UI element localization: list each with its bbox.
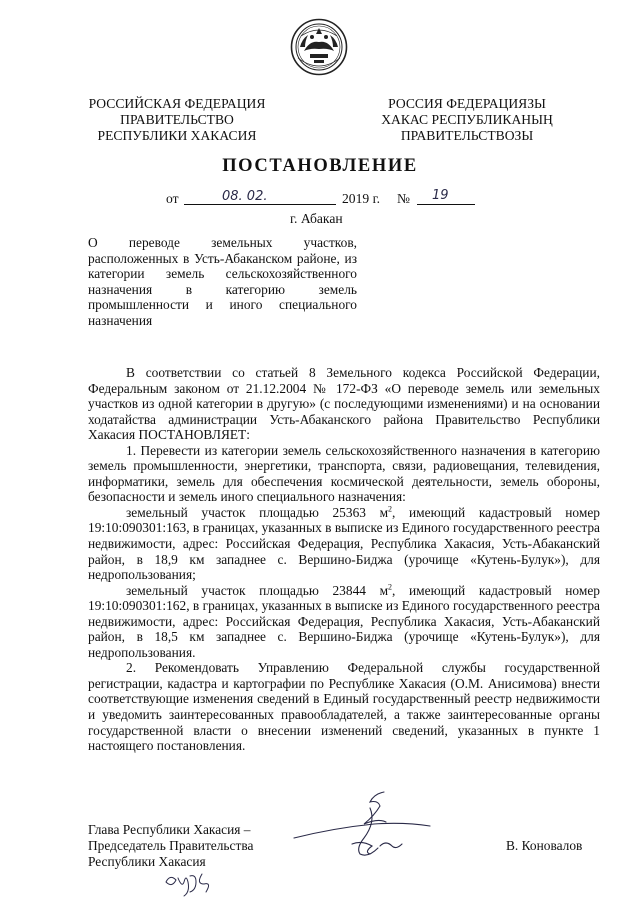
- header-right-line: РОССИЯ ФЕДЕРАЦИЯЗЫ: [388, 96, 546, 111]
- paragraph-plot-162: земельный участок площадью 23844 $м^2$, имеющий кадастровый номер 19:10:090301:162, в границах, указанных в выписке из Единого государственного реестра недвижимости, адрес: Российская Федерация, Республика Хакасия, Усть-Абаканский район, в 18,5 км западнее с. Вершино-Биджа (урочище «Кутень-Булук»), для недропользования.: [88, 582, 600, 660]
- date-line: [166, 188, 486, 211]
- header-left-line: ПРАВИТЕЛЬСТВО: [120, 112, 234, 127]
- date-prefix: от: [166, 191, 179, 206]
- handwritten-date: 08. 02.: [222, 189, 268, 204]
- number-underline: [417, 204, 475, 205]
- header-right: [357, 96, 577, 144]
- signatory-position-line: Глава Республики Хакасия –: [88, 822, 251, 837]
- paragraph-item-1: 1. Перевести из категории земель сельскохозяйственного назначения в категорию земель промышленности, энергетики, транспорта, связи, радиовещания, телевидения, информатики, земель для обеспечения космической деятельности, земель обороны, безопасности и земель иного специального назначения:: [88, 442, 600, 505]
- handwritten-mark: [160, 862, 220, 898]
- number-sign: №: [397, 191, 410, 206]
- paragraph-preamble: В соответствии со статьей 8 Земельного кодекса Российской Федерации, Федеральным законом от 21.12.2004 № 172-ФЗ «О переводе земель или земельных участков из одной категории в другую» (с последующими изменениями) и на основании ходатайства администрации Усть-Абаканского района Правительство Республики Хакасия ПОСТАНОВЛЯЕТ:: [88, 365, 600, 443]
- city-line: г. Абакан: [290, 211, 343, 226]
- header-left-line: РЕСПУБЛИКИ ХАКАСИЯ: [97, 128, 257, 143]
- date-year: 2019 г.: [342, 191, 381, 206]
- signatory-position-line: Республики Хакасия: [88, 854, 206, 870]
- paragraph-item-2: 2. Рекомендовать Управлению Федеральной службы государственной регистрации, кадастра и картографии по Республике Хакасия (О.М. Анисимова) внести соответствующие изменения сведений в Единый государственный реестр недвижимости и уведомить заинтересованных правообладателей, а также заинтересованные органы государственной власти о внесении изменений сведений, указанных в пункте 1 настоящего постановления.: [88, 660, 600, 754]
- coat-of-arms-emblem-icon: [290, 18, 348, 76]
- signatory-position-line: Председатель Правительства: [88, 838, 254, 854]
- handwritten-number: 19: [432, 188, 449, 203]
- header-right-line: ПРАВИТЕЛЬСТВОЗЫ: [400, 128, 534, 143]
- header-left-line: РОССИЙСКАЯ ФЕДЕРАЦИЯ: [88, 96, 266, 111]
- signatory-name: В. Коновалов: [506, 838, 583, 853]
- header-left: [67, 96, 287, 144]
- document-title: ПОСТАНОВЛЕНИЕ: [222, 156, 418, 176]
- paragraph-plot-163: земельный участок площадью 25363 $м^2$, имеющий кадастровый номер 19:10:090301:163, в границах, указанных в выписке из Единого государственного реестра недвижимости, адрес: Российская Федерация, Республика Хакасия, Усть-Абаканский район, в 18,9 км западнее с. Вершино-Биджа (урочище «Кутень-Булук»), для недропользования;: [88, 504, 600, 583]
- document-body: [88, 365, 600, 754]
- subject-text: О переводе земельных участков, расположенных в Усть-Абаканском районе, из категории земель сельскохозяйственного назначения в категорию земель промышленности и иного специального назначения: [88, 235, 357, 328]
- handwritten-signature: [292, 786, 432, 866]
- header-right-line: ХАКАС РЕСПУБЛИКАНЫҢ: [381, 112, 553, 127]
